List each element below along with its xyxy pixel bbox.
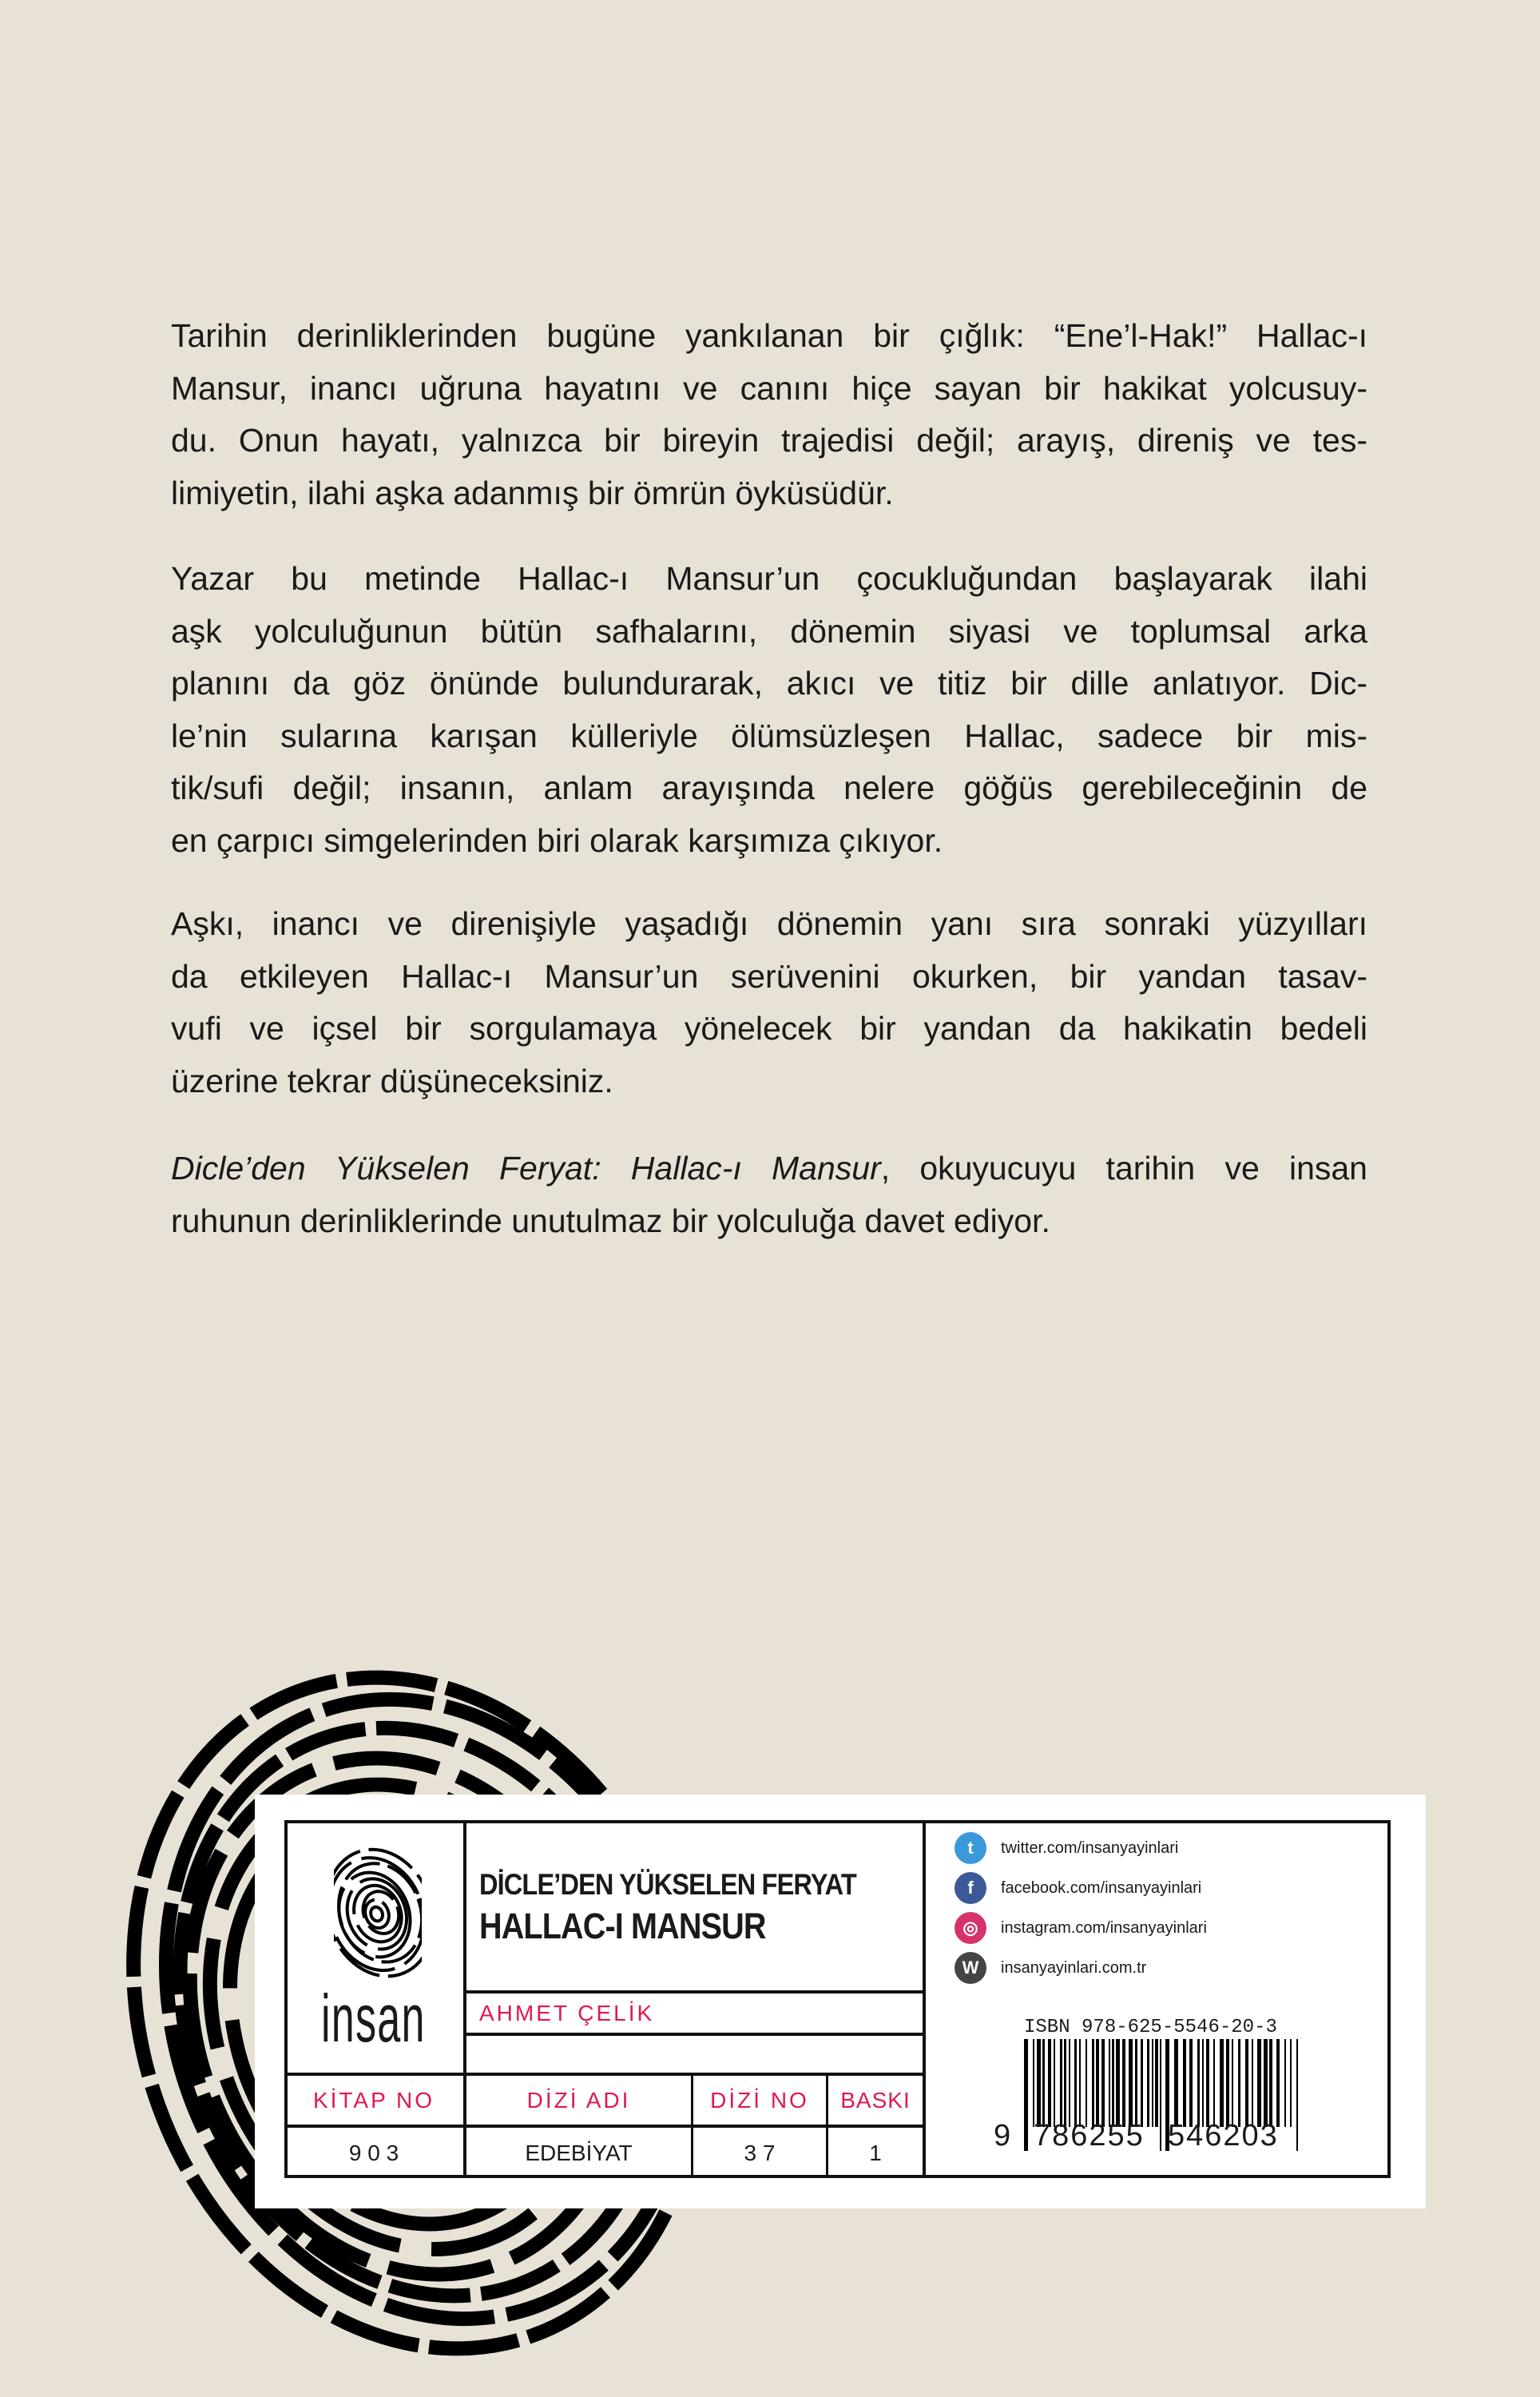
barcode-bar	[1079, 2039, 1081, 2127]
text-line: Yazar bu metinde Hallac-ı Mansur’un çocukluğundan başlayarak ilahi	[171, 560, 1367, 597]
barcode-bar	[1220, 2039, 1224, 2127]
social-link-text: insanyayinlari.com.tr	[1001, 1958, 1147, 1977]
text-line: Tarihin derinliklerinden bugüne yankılanan bir çığlık: “Ene’l-Hak!” Hallac-ı	[171, 317, 1367, 354]
barcode-bar	[1033, 2039, 1034, 2127]
social-link-text: facebook.com/insanyayinlari	[1001, 1878, 1202, 1897]
barcode-bar	[1257, 2039, 1261, 2127]
value-dizi-no: 3 7	[744, 2140, 776, 2165]
description-paragraph-1	[171, 310, 1367, 519]
description-paragraph-3	[171, 898, 1367, 1107]
barcode-bar	[1206, 2039, 1209, 2127]
barcode-bar	[1290, 2039, 1292, 2127]
text-line: le’nin sularına karışan külleriyle ölümsüzleşen Hallac, sadece bir mis-	[171, 717, 1367, 754]
publisher-logo: insan	[321, 1981, 426, 2056]
barcode-digits-group-1: 786255	[1034, 2119, 1145, 2153]
twitter-icon: t	[955, 1832, 986, 1864]
header-baski: BASKI	[840, 2087, 911, 2113]
value-kitap-no: 9 0 3	[348, 2140, 399, 2165]
barcode-bar	[1264, 2039, 1268, 2127]
barcode-bar	[1232, 2039, 1233, 2127]
barcode-bar	[1152, 2039, 1153, 2127]
barcode-bar	[1141, 2039, 1143, 2127]
barcode-bar	[1074, 2039, 1077, 2127]
header-kitap-no: KİTAP NO	[312, 2087, 435, 2113]
barcode-bar	[1284, 2039, 1286, 2127]
barcode-bar	[1122, 2039, 1125, 2127]
text-line: aşk yolculuğunun bütün safhalarını, dönemin siyasi ve toplumsal arka	[171, 612, 1367, 650]
barcode-bar	[1086, 2039, 1087, 2127]
social-link[interactable]	[955, 1872, 1201, 1904]
web-icon: W	[955, 1952, 986, 1984]
social-link-text: instagram.com/insanyayinlari	[1001, 1918, 1207, 1937]
value-baski: 1	[869, 2140, 882, 2165]
value-dizi-adi: EDEBİYAT	[525, 2140, 633, 2165]
text-line: limiyetin, ilahi aşka adanmış bir ömrün öyküsüdür.	[171, 474, 894, 511]
barcode-bar	[1129, 2039, 1133, 2127]
barcode-bar	[1238, 2039, 1240, 2127]
book-title-italic: Dicle’den Yükselen Feryat: Hallac-ı Mansur	[171, 1150, 881, 1187]
description-paragraph-2	[171, 553, 1367, 867]
barcode-bar	[1101, 2039, 1105, 2127]
header-dizi-adi: DİZİ ADI	[526, 2087, 631, 2113]
isbn-label: ISBN 978-625-5546-20-3	[1024, 2017, 1277, 2038]
text-line: Aşkı, inancı ve direnişiyle yaşadığı dönemin yanı sıra sonraki yüzyılları	[171, 905, 1367, 942]
barcode-bar	[1197, 2039, 1200, 2127]
closing-text: ruhunun derinliklerinde unutulmaz bir yolculuğa davet ediyor.	[171, 1202, 1050, 1239]
barcode-bar	[1037, 2039, 1041, 2127]
author-name: AHMET ÇELİK	[479, 2001, 655, 2025]
barcode-bar	[1064, 2039, 1066, 2127]
barcode-bar	[1183, 2039, 1186, 2127]
barcode-bar	[1174, 2039, 1178, 2127]
social-link[interactable]	[955, 1952, 1146, 1984]
barcode-bar	[1202, 2039, 1204, 2127]
barcode-bar	[1024, 2039, 1028, 2151]
barcode-bar	[1054, 2039, 1055, 2127]
fingerprint-ridge	[369, 1906, 385, 1923]
facebook-icon: f	[955, 1872, 986, 1904]
text-line: vufi ve içsel bir sorgulamaya yönelecek bir yandan da hakikatin bedeli	[171, 1010, 1367, 1047]
barcode-bar	[1109, 2039, 1110, 2127]
barcode-digits-group-2: 546203	[1168, 2119, 1279, 2153]
barcode-bar	[1276, 2039, 1280, 2127]
barcode-bar	[1135, 2039, 1137, 2127]
barcode-bar	[1189, 2039, 1193, 2127]
barcode-bar	[1060, 2039, 1062, 2127]
barcode-bar	[1116, 2039, 1120, 2127]
barcode-bar	[1069, 2039, 1070, 2127]
closing-text: , okuyucuyu tarihin ve insan	[880, 1150, 1367, 1187]
text-line: Mansur, inancı uğruna hayatını ve canını hiçe sayan bir hakikat yolcusuy-	[171, 369, 1367, 407]
barcode-bar	[1213, 2039, 1215, 2127]
text-line: tik/sufi değil; insanın, anlam arayışında nelere göğüs gerebileceğinin de	[171, 769, 1367, 806]
social-link[interactable]	[955, 1832, 1178, 1864]
barcode-bar	[1296, 2039, 1298, 2151]
series-title: DİCLE’DEN YÜKSELEN FERYAT	[479, 1868, 856, 1901]
barcode-bar	[1160, 2039, 1161, 2151]
barcode-bar	[1269, 2039, 1272, 2127]
barcode-bar	[1092, 2039, 1094, 2127]
instagram-icon: ◎	[955, 1912, 986, 1944]
barcode-bar	[1147, 2039, 1149, 2127]
closing-paragraph	[171, 1143, 1367, 1247]
barcode-bar	[1252, 2039, 1253, 2127]
barcode-bar	[1155, 2039, 1158, 2127]
insan-logo-fingerprint-icon	[334, 1842, 422, 1986]
barcode-bar	[1048, 2039, 1051, 2127]
table-divider	[463, 1990, 924, 1994]
text-line: planını da göz önünde bulundurarak, akıcı ve titiz bir dille anlatıyor. Dic-	[171, 665, 1367, 702]
barcode-bar	[1112, 2039, 1114, 2127]
social-link[interactable]	[955, 1912, 1207, 1944]
book-title: HALLAC-I MANSUR	[479, 1906, 766, 1946]
social-link-text: twitter.com/insanyayinlari	[1001, 1838, 1179, 1857]
barcode-bar	[1226, 2039, 1229, 2127]
text-line: du. Onun hayatı, yalnızca bir bireyin trajedisi değil; arayış, direniş ve tes-	[171, 422, 1367, 459]
header-dizi-no: DİZİ NO	[710, 2087, 809, 2113]
barcode-bar	[1096, 2039, 1099, 2127]
text-line: en çarpıcı simgelerinden biri olarak karşımıza çıkıyor.	[171, 821, 943, 859]
barcode-bar	[1042, 2039, 1045, 2127]
text-line: da etkileyen Hallac-ı Mansur’un serüvenini okurken, bir yandan tasav-	[171, 957, 1367, 995]
barcode-bar	[1245, 2039, 1248, 2127]
barcode-digit-first: 9	[994, 2119, 1011, 2153]
text-line: üzerine tekrar düşüneceksiniz.	[171, 1062, 613, 1099]
table-divider	[463, 2033, 924, 2036]
